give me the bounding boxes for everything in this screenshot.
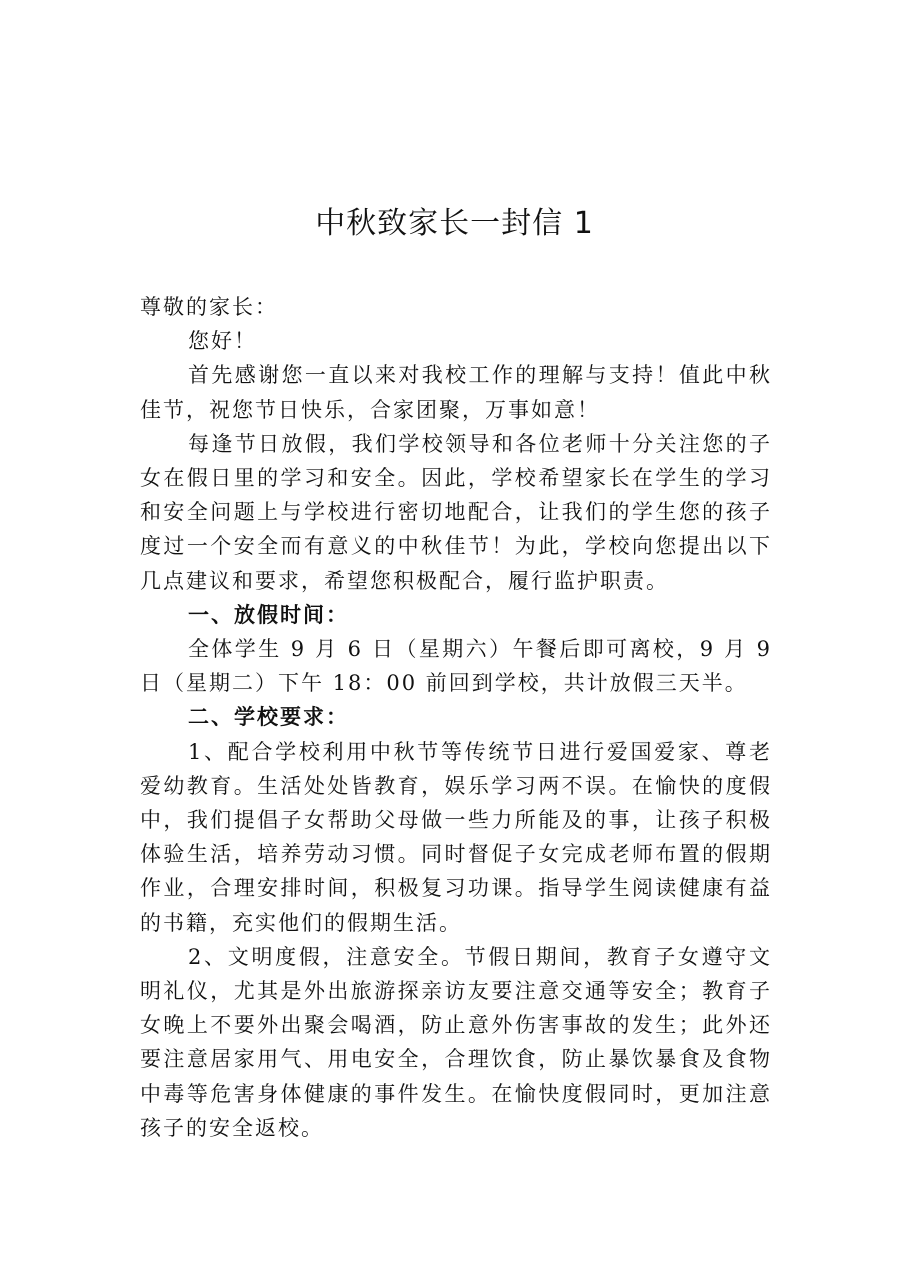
requirement-item-2: 2、文明度假，注意安全。节假日期间，教育子女遵守文明礼仪，尤其是外出旅游探亲访友要注意交通等安全；教育子女晚上不要外出聚会喝酒，防止意外伤害事故的发生；此外还要注意居家用气、用电安全，合理饮食，防止暴饮暴食及食物中毒等危害身体健康的事件发生。在愉快度假同时，更加注意孩子的安全返校。	[140, 944, 772, 1140]
greeting: 您好！	[188, 329, 257, 354]
paragraph-thanks: 首先感谢您一直以来对我校工作的理解与支持！值此中秋佳节，祝您节日快乐，合家团聚，万事如意！	[140, 363, 772, 422]
letter-body	[140, 290, 772, 1145]
salutation: 尊敬的家长：	[140, 295, 278, 319]
requirement-item-1: 1、配合学校利用中秋节等传统节日进行爱国爱家、尊老爱幼教育。生活处处皆教育，娱乐学习两不误。在愉快的度假中，我们提倡子女帮助父母做一些力所能及的事，让孩子积极体验生活，培养劳动习惯。同时督促子女完成老师布置的假期作业，合理安排时间，积极复习功课。指导学生阅读健康有益的书籍，充实他们的假期生活。	[140, 739, 772, 935]
paragraph-intro: 每逢节日放假，我们学校领导和各位老师十分关注您的子女在假日里的学习和安全。因此，学校希望家长在学生的学习和安全问题上与学校进行密切地配合，让我们的学生您的孩子度过一个安全而有意义的中秋佳节！为此，学校向您提出以下几点建议和要求，希望您积极配合，履行监护职责。	[140, 431, 772, 593]
section-heading-school-requirements: 二、学校要求：	[188, 705, 349, 730]
page-title: 中秋致家长一封信 1	[315, 206, 594, 241]
paragraph-holiday-time: 全体学生 9 月 6 日（星期六）午餐后即可离校，9 月 9 日（星期二）下午 18：00 前回到学校，共计放假三天半。	[140, 637, 772, 696]
section-heading-holiday-time: 一、放假时间：	[188, 602, 349, 627]
